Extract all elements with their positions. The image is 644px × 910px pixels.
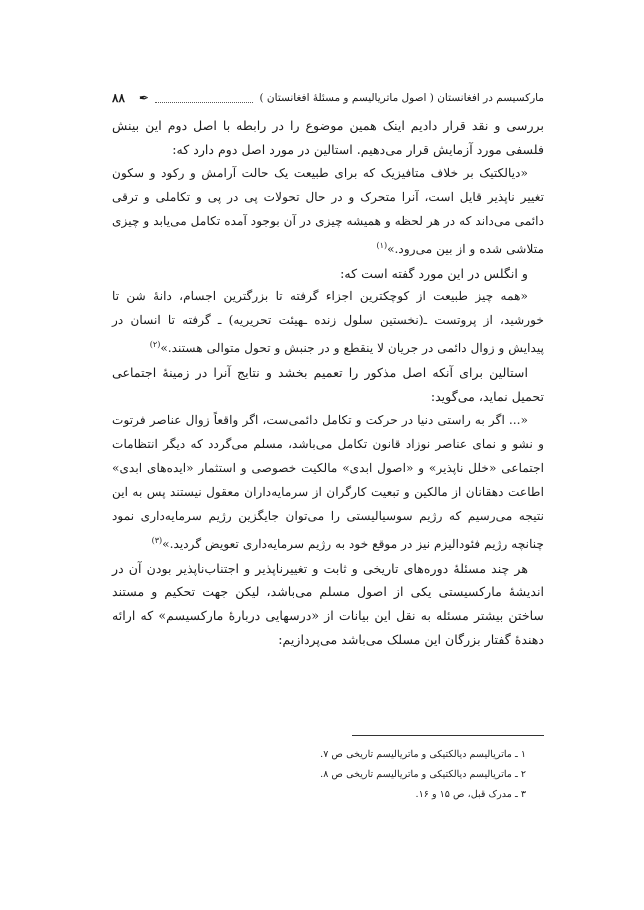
pen-icon: ✒ [138,91,149,105]
paragraph: هر چند مسئلهٔ دوره‌های تاریخی و ثابت و تغییرناپذیر و اجتناب‌ناپذیر بودن آن در اندیشهٔ مارکسیستی یکی از اصول مسلم می‌باشد، لیکن جهت تحکیم و مستند ساختن بیشتر مسئله به نقل این بیانات از «درسهایی دربارهٔ مارکسیسم» که ارائه دهندهٔ گفتار بزرگان این مسلک می‌باشد می‌پردازیم: [112,560,544,648]
footnote: ۲ ـ ماتریالیسم دیالکتیکی و ماتریالیسم تاریخی ص ۸. [320,769,526,780]
header-dot-leader [155,94,254,103]
paragraph: بررسی و نقد قرار دادیم اینک همین موضوع را در رابطه با اصل دوم این بینش فلسفی مورد آزمایش قرار می‌دهیم. استالین در مورد اصل دوم دارد که: [112,118,544,157]
page-number: ۸۸ [112,91,125,105]
footnote: ۳ ـ مدرک قبل، ص ۱۵ و ۱۶. [415,789,526,800]
footnote-mark: (۲) [149,340,161,350]
paragraph: استالین برای آنکه اصل مذکور را تعمیم بخشد و نتایج آنرا در زمینهٔ اجتماعی تحمیل نماید، می‌گوید: [112,365,544,405]
footnote-mark: (۳) [151,535,163,545]
paragraph: و انگلس در این مورد گفته است که: [340,265,528,281]
footnotes [112,745,544,805]
footnote: ۱ ـ ماتریالیسم دیالکتیکی و ماتریالیسم تاریخی ص ۷. [320,749,526,760]
page-header [112,88,544,108]
running-title: مارکسیسم در افغانستان ( اصول ماتریالیسم و مسئلهٔ افغانستان ) [259,92,544,104]
body-text [112,114,544,652]
quote-paragraph: «... اگر به راستی دنیا در حرکت و تکامل دائمی‌ست، اگر واقعاً زوال عناصر فرتوت و نشو و نمای عناصر نوزاد قانون تکامل می‌باشد، مسلم می‌گردد که دیگر انتظامات اجتماعی «خلل ناپذیر» و «اصول ابدی» مالکیت خصوصی و استثمار «ایده‌های ابدی» اطاعت دهقانان از مالکین و تبعیت کارگران از سرمایه‌داران معقول نیستند پس به این نتیجه می‌رسیم که رژیم سوسیالیستی را می‌توان جایگزین رژیم سرمایه‌داری نمود چنانچه رژیم فئودالیزم نیز در موقع خود به رژیم سرمایه‌داری تعویض گردید.»$^{(۳)}$ [112,413,544,551]
quote-paragraph: «دیالکتیک بر خلاف متافیزیک که برای طبیعت یک حالت آرامش و رکود و سکون تغییر ناپذیر قایل است، آنرا متحرک و در حال تحولات پی در پی و تکاملی و ترقی دائمی می‌داند که در هر لحظه و همیشه چیزی در آن بوجود آمده تکامل می‌یابد و چیزی متلاشی شده و از بین می‌رود.»$^{(۱)}$ [112,165,544,256]
footnote-mark: (۱) [376,240,388,250]
quote-paragraph: «همه چیز طبیعت از کوچکترین اجزاء گرفته تا بزرگترین اجسام، دانهٔ شن تا خورشید، از پروتست ـ(نخستین سلول زنده ـهیئت تحریریه) ـ گرفته تا انسان در پیدایش و زوال دائمی در جریان لا ینقطع و در جنبش و تحول متوالی هستند.»$^{(۲)}$ [112,289,544,356]
footnote-divider [352,735,544,736]
